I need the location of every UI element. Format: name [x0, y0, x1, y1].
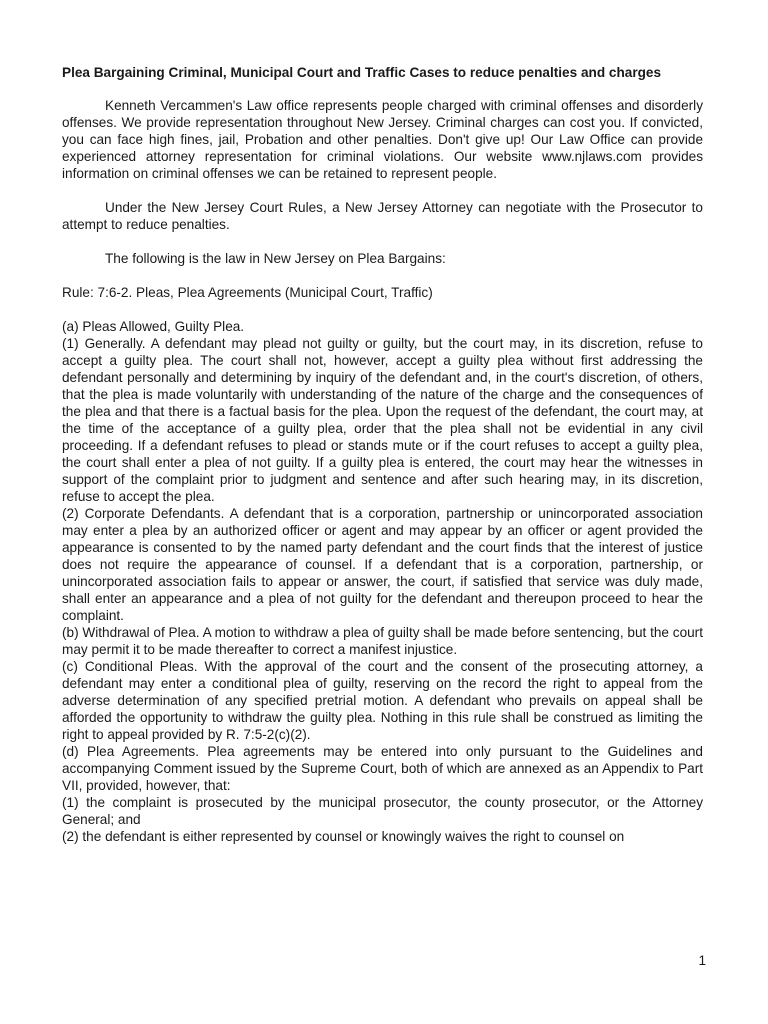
rule-heading: Rule: 7:6-2. Pleas, Plea Agreements (Municipal Court, Traffic) — [62, 285, 433, 300]
rule-sections — [62, 318, 703, 845]
law-intro-paragraph: The following is the law in New Jersey on Plea Bargains: — [105, 251, 446, 266]
rule-section-a: (a) Pleas Allowed, Guilty Plea. — [62, 319, 245, 334]
document-title: Plea Bargaining Criminal, Municipal Court and Traffic Cases to reduce penalties and charges — [62, 65, 662, 80]
document-page — [62, 64, 703, 845]
rule-section-a2: (2) Corporate Defendants. A defendant that is a corporation, partnership or unincorporated association may enter a plea by an authorized officer or agent and may appear by an officer or agent provided the appearance is consented to by the named party defendant and the court finds that the interest of justice does not require the appearance of counsel. If a defendant that is a corporation, partnership, or unincorporated association fails to appear or answer, the court, if satisfied that service was duly made, shall enter an appearance and a plea of not guilty for the defendant and thereupon proceed to hear the complaint. — [62, 506, 703, 623]
intro-paragraph: Kenneth Vercammen's Law office represents people charged with criminal offenses and disorderly offenses. We provide representation throughout New Jersey. Criminal charges can cost you. If convicted, you can face high fines, jail, Probation and other penalties. Don't give up! Our Law Office can provide experienced attorney representation for criminal violations. Our website www.njlaws.com provides information on criminal offenses we can be retained to represent people. — [62, 98, 703, 181]
rule-section-b: (b) Withdrawal of Plea. A motion to withdraw a plea of guilty shall be made before sentencing, but the court may permit it to be made thereafter to correct a manifest injustice. — [62, 625, 703, 657]
rule-section-d2: (2) the defendant is either represented by counsel or knowingly waives the right to counsel on — [62, 829, 625, 844]
page-number: 1 — [698, 953, 706, 968]
court-rules-paragraph: Under the New Jersey Court Rules, a New Jersey Attorney can negotiate with the Prosecutor to attempt to reduce penalties. — [62, 200, 703, 232]
rule-section-d: (d) Plea Agreements. Plea agreements may be entered into only pursuant to the Guidelines and accompanying Comment issued by the Supreme Court, both of which are annexed as an Appendix to Part VII, provided, however, that: — [62, 744, 703, 793]
rule-section-a1: (1) Generally. A defendant may plead not guilty or guilty, but the court may, in its discretion, refuse to accept a guilty plea. The court shall not, however, accept a guilty plea without first addressing the defendant personally and determining by inquiry of the defendant and, in the court's discretion, of others, that the plea is made voluntarily with understanding of the nature of the charge and the consequences of the plea and that there is a factual basis for the plea. Upon the request of the defendant, the court may, at the time of the acceptance of a guilty plea, order that the plea shall not be evidential in any civil proceeding. If a defendant refuses to plead or stands mute or if the court refuses to accept a guilty plea, the court shall enter a plea of not guilty. If a guilty plea is entered, the court may hear the witnesses in support of the complaint prior to judgment and sentence and after such hearing may, in its discretion, refuse to accept the plea. — [62, 336, 703, 504]
rule-section-d1: (1) the complaint is prosecuted by the municipal prosecutor, the county prosecutor, or the Attorney General; and — [62, 795, 703, 827]
rule-section-c: (c) Conditional Pleas. With the approval of the court and the consent of the prosecuting attorney, a defendant may enter a conditional plea of guilty, reserving on the record the right to appeal from the adverse determination of any specified pretrial motion. A defendant who prevails on appeal shall be afforded the opportunity to withdraw the guilty plea. Nothing in this rule shall be construed as limiting the right to appeal provided by R. 7:5-2(c)(2). — [62, 659, 703, 742]
